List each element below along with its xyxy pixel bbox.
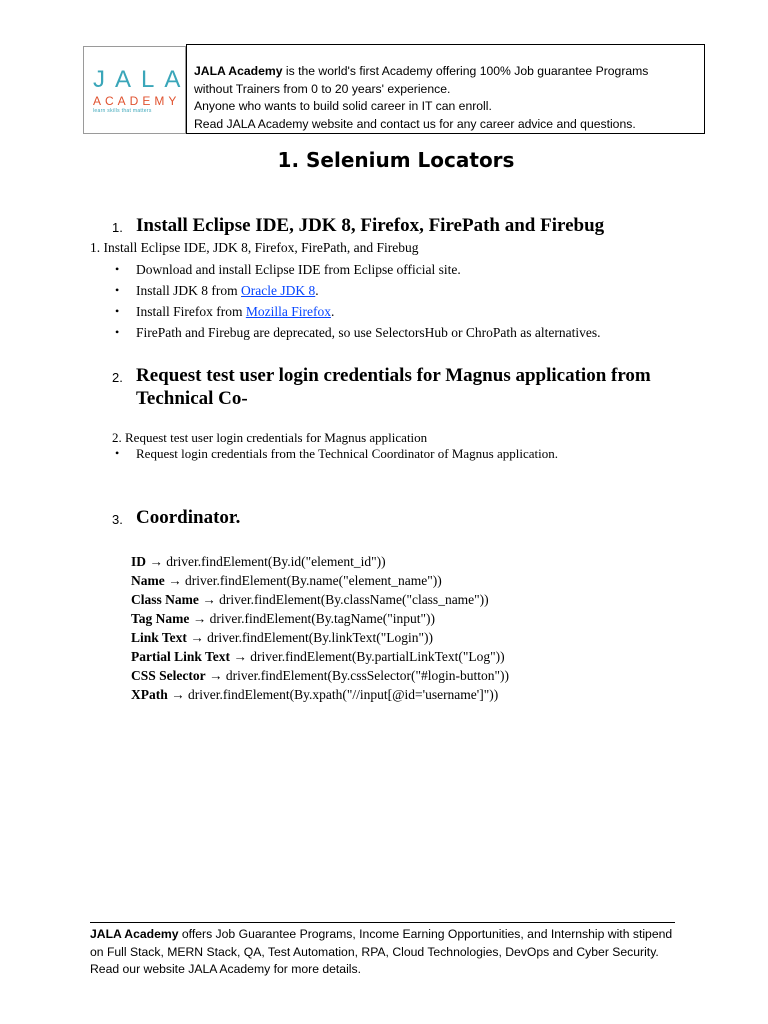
header-line-2: without Trainers from 0 to 20 years' experience.	[194, 81, 451, 96]
locator-row-class-name	[131, 592, 489, 608]
locator-label: ID	[131, 554, 147, 569]
list-item	[115, 325, 601, 341]
locator-label: CSS Selector	[131, 668, 206, 683]
locator-row-tag-name	[131, 611, 435, 627]
footer-brand: JALA Academy	[90, 927, 179, 941]
list-item	[115, 304, 335, 320]
section-2-intro: 2. Request test user login credentials for Magnus application	[112, 430, 428, 445]
list-item-text: Download and install Eclipse IDE from Eclipse official site.	[136, 262, 461, 277]
locator-label: Tag Name	[131, 611, 190, 626]
oracle-jdk-link[interactable]: Oracle JDK 8	[241, 283, 316, 298]
bullet-icon: •	[115, 304, 120, 318]
locator-label: Name	[131, 573, 165, 588]
section-3-title: Coordinator.	[136, 507, 241, 528]
list-item-suffix: .	[315, 283, 319, 298]
header-line-3: Anyone who wants to build solid career in IT can enroll.	[194, 99, 492, 113]
logo-wordmark: JALA	[93, 66, 191, 93]
locator-code: → driver.findElement(By.linkText("Login"))	[186, 630, 434, 645]
section-2-title-line-1: Request test user login credentials for Magnus application from	[136, 365, 651, 386]
section-2-heading	[112, 364, 651, 410]
header-line-4: Read JALA Academy website and contact us for any career advice and questions.	[194, 116, 636, 131]
bullet-icon: •	[115, 283, 120, 297]
locator-row-name	[131, 573, 442, 589]
list-item-suffix: .	[330, 304, 335, 319]
locator-label: Class Name	[131, 592, 199, 607]
section-1-intro: 1. Install Eclipse IDE, JDK 8, Firefox, FirePath, and Firebug	[90, 240, 419, 255]
list-item-text: Install JDK 8 from	[136, 283, 241, 298]
section-1-title: Install Eclipse IDE, JDK 8, Firefox, FirePath and Firebug	[136, 215, 605, 236]
section-3-heading	[112, 506, 241, 529]
locator-row-link-text	[131, 630, 433, 646]
header-info-box	[186, 44, 705, 134]
mozilla-firefox-link[interactable]: Mozilla Firefox	[245, 304, 331, 319]
list-item-text: Install Firefox from	[136, 304, 246, 319]
header-line-1-text: is the world's first Academy offering 100% Job guarantee Programs	[282, 64, 649, 78]
bullet-icon: •	[115, 446, 120, 460]
locator-code: → driver.findElement(By.name("element_name"))	[164, 573, 442, 588]
section-1-number: 1.	[112, 220, 123, 235]
bullet-icon: •	[115, 262, 120, 276]
footer-body: offers Job Guarantee Programs, Income Earning Opportunities, and Internship with stipend on Full Stack, MERN Stack, QA, Test Automation, RPA, Cloud Technologies, DevOps and Cyber Security. Read our website JALA Academy for more details.	[90, 927, 673, 976]
list-item-text: FirePath and Firebug are deprecated, so use SelectorsHub or ChroPath as alternatives.	[136, 325, 601, 340]
header-line-1	[194, 63, 698, 81]
section-1-heading	[112, 214, 605, 237]
locator-row-partial-link-text	[131, 649, 505, 665]
jala-academy-logo	[83, 46, 191, 134]
locator-row-xpath	[131, 687, 498, 703]
locator-label: Link Text	[131, 630, 187, 645]
locator-code: → driver.findElement(By.xpath("//input[@id='username']"))	[167, 687, 499, 702]
section-2-number: 2.	[112, 370, 123, 385]
bullet-icon: •	[115, 325, 120, 339]
list-item	[115, 446, 558, 462]
footer-text	[90, 926, 680, 979]
locator-code: → driver.findElement(By.partialLinkText("Log"))	[230, 649, 505, 664]
locator-row-css-selector	[131, 668, 509, 684]
list-item-text: Request login credentials from the Technical Coordinator of Magnus application.	[136, 446, 558, 461]
section-2-title-line-2: Technical Co-	[136, 388, 248, 409]
logo-tagline: learn skills that matters	[93, 108, 152, 114]
locator-code: → driver.findElement(By.className("class_name"))	[198, 592, 489, 607]
logo-subtitle: ACADEMY	[93, 94, 181, 108]
page-title: 1. Selenium Locators	[277, 148, 515, 172]
locator-code: → driver.findElement(By.cssSelector("#login-button"))	[205, 668, 509, 683]
footer-divider	[90, 922, 675, 923]
locator-row-id	[131, 554, 386, 570]
locator-label: Partial Link Text	[131, 649, 231, 664]
list-item	[115, 283, 319, 299]
list-item	[115, 262, 461, 278]
locator-code: → driver.findElement(By.tagName("input"))	[189, 611, 435, 626]
section-3-number: 3.	[112, 512, 123, 527]
locator-label: XPath	[131, 687, 168, 702]
header-brand: JALA Academy	[194, 64, 283, 78]
locator-code: → driver.findElement(By.id("element_id"))	[146, 554, 386, 569]
